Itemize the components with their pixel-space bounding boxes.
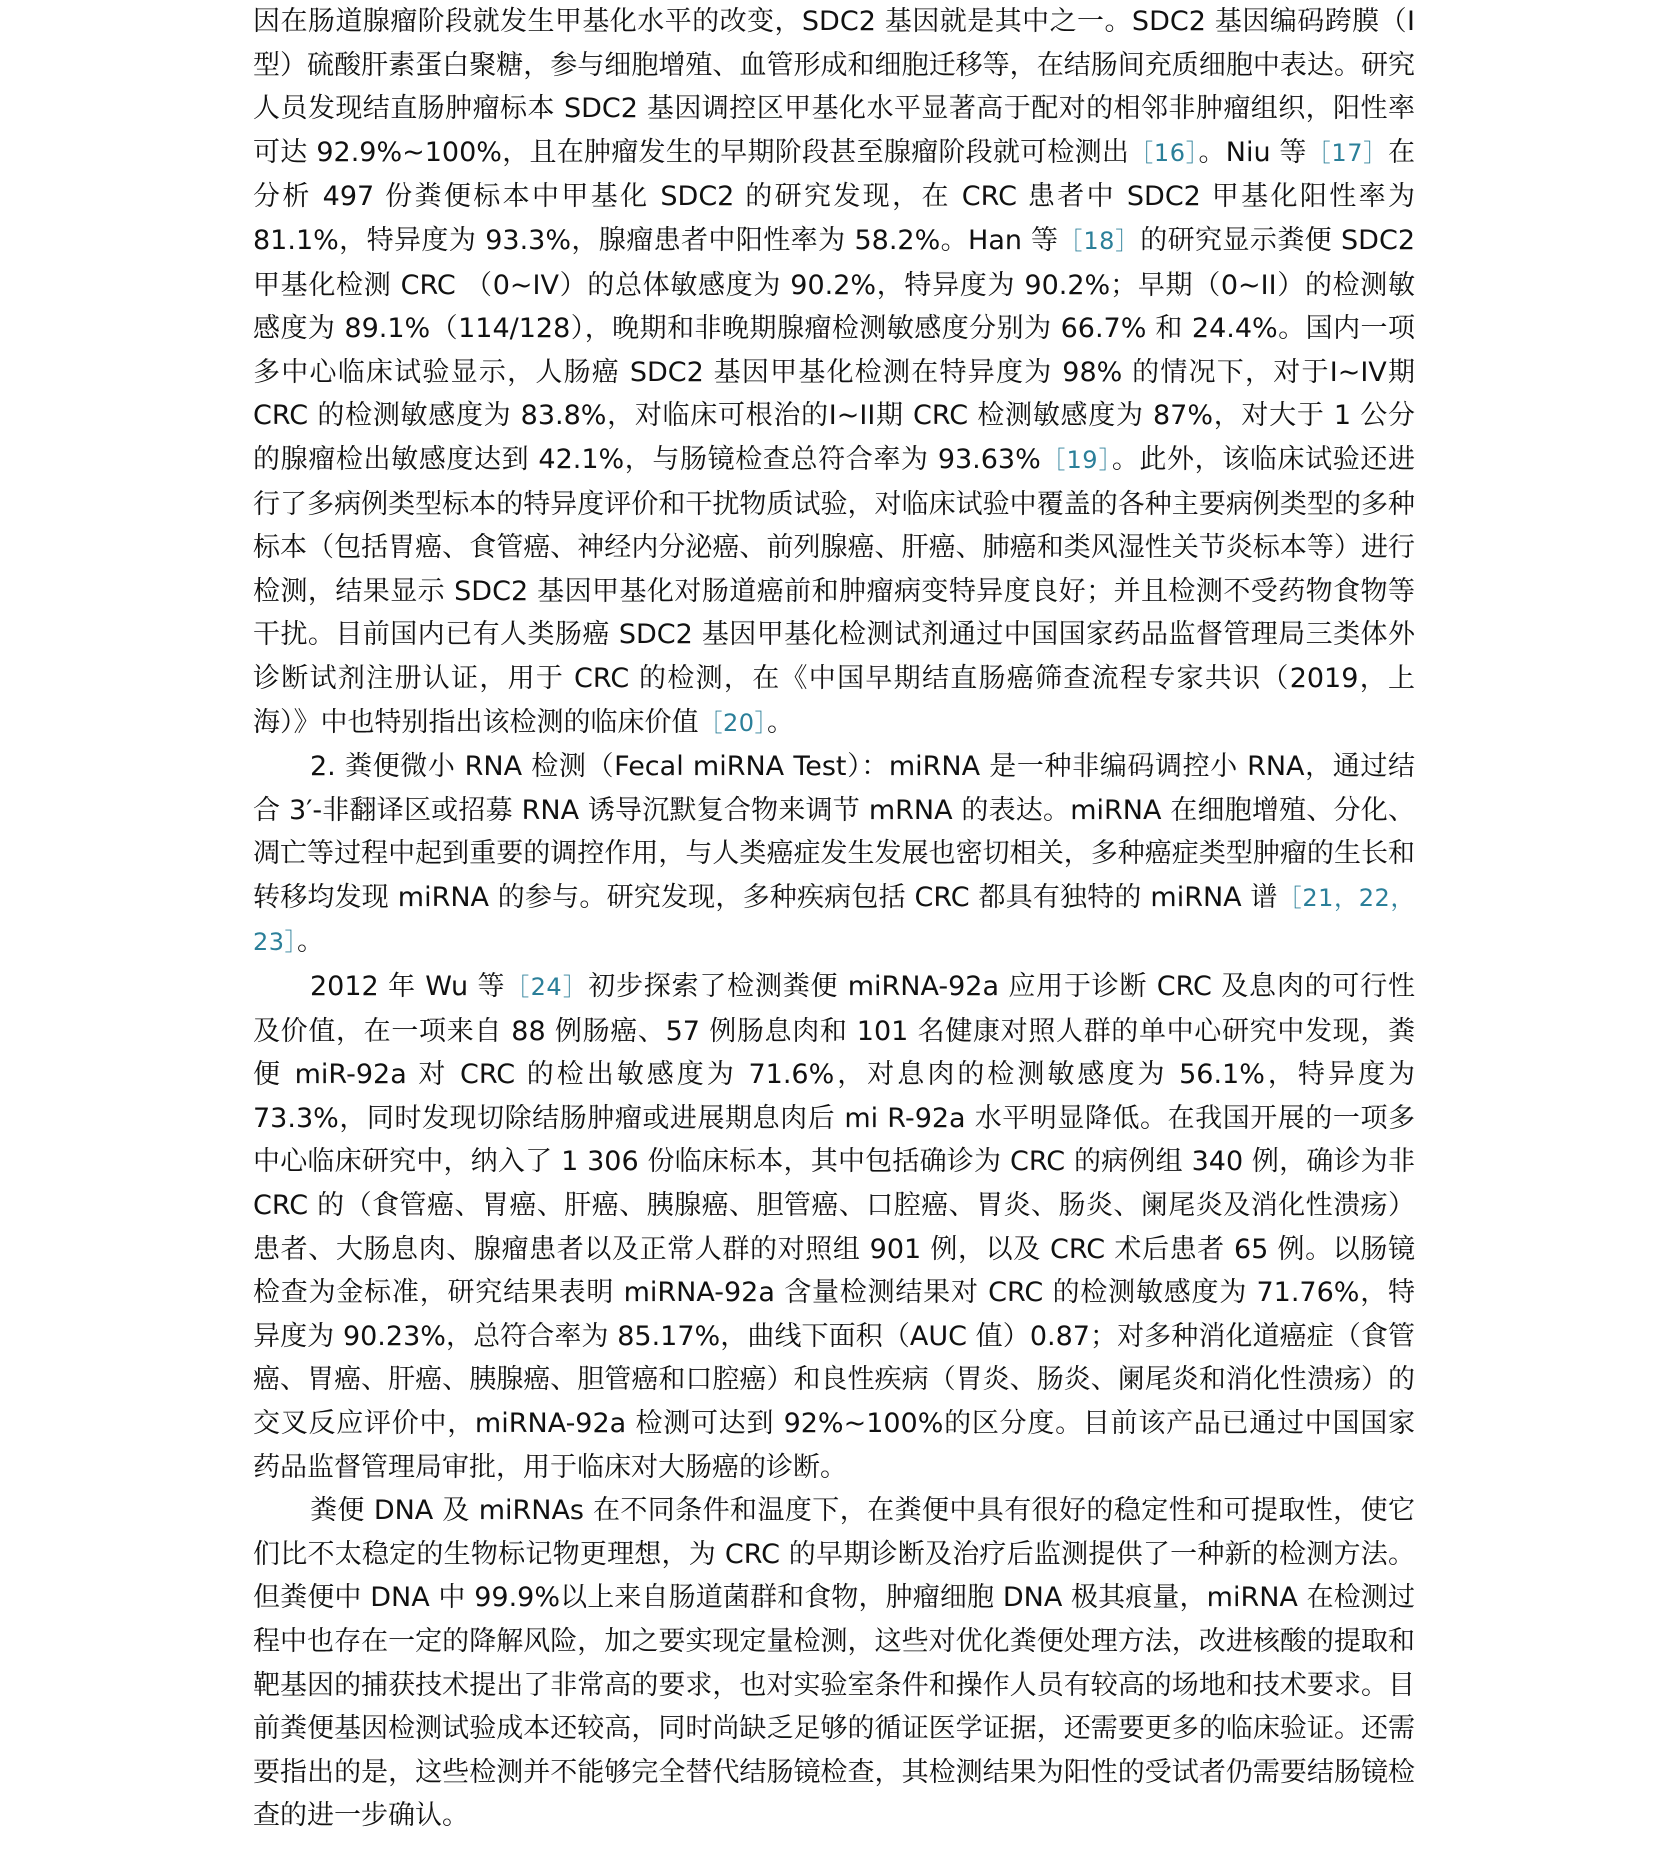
paragraph-text: 的研究显示粪便 SDC2 甲基化检测 CRC （0~IV）的总体敏感度为 90.2%，特异度为 90.2%；早期（0~II）的检测敏感度为 89.1%（114/128），晚期和非晚期腺瘤检测敏感度分别为 66.7% 和 24.4%。国内一项多中心临床试验显示，人肠癌 SDC2 基因甲基化检测在特异度为 98% 的情况下，对于I~IV期 CRC 的检测敏感度为 83.8%，对临床可根治的I~II期 CRC 检测敏感度为 87%，对大于 1 公分的腺瘤检出敏感度达到 42.1%，与肠镜检查总符合率为 93.63%: [253, 224, 1415, 475]
paragraph: [253, 745, 1415, 965]
citation-link[interactable]: ［18］: [1058, 226, 1141, 255]
paragraph-text: 。: [297, 926, 325, 958]
citation-link[interactable]: ［24］: [505, 973, 589, 1002]
citation-link[interactable]: ［21，22，23］: [253, 883, 1415, 957]
paragraph-text: 。Niu 等: [1198, 136, 1307, 168]
citation-link[interactable]: ［19］: [1040, 445, 1112, 474]
paragraph-text: 2012 年 Wu 等: [310, 971, 506, 1003]
document-page: [253, 0, 1415, 1838]
paragraph: [253, 1489, 1415, 1838]
paragraph-text: 粪便 DNA 及 miRNAs 在不同条件和温度下，在粪便中具有很好的稳定性和可提取性，使它们比不太稳定的生物标记物更理想，为 CRC 的早期诊断及治疗后监测提供了一种新的检测方法。但粪便中 DNA 中 99.9%以上来自肠道菌群和食物，肿瘤细胞 DNA 极其痕量，miRNA 在检测过程中也存在一定的降解风险，加之要实现定量检测，这些对优化粪便处理方法，改进核酸的提取和靶基因的捕获技术提出了非常高的要求，也对实验室条件和操作人员有较高的场地和技术要求。目前粪便基因检测试验成本还较高，同时尚缺乏足够的循证医学证据，还需要更多的临床验证。还需要指出的是，这些检测并不能够完全替代结肠镜检查，其检测结果为阳性的受试者仍需要结肠镜检查的进一步确认。: [253, 1495, 1415, 1832]
paragraph: [253, 0, 1415, 745]
citation-link[interactable]: ［17］: [1306, 138, 1388, 167]
citation-link[interactable]: ［16］: [1129, 138, 1199, 167]
paragraph-text: 在分析 497 份粪便标本中甲基化 SDC2 的研究发现，在 CRC 患者中 SDC2 甲基化阳性率为 81.1%，特异度为 93.3%，腺瘤患者中阳性率为 58.2%。Han 等: [253, 136, 1415, 256]
paragraph: [253, 965, 1415, 1489]
paragraph-text: 初步探索了检测粪便 miRNA-92a 应用于诊断 CRC 及息肉的可行性及价值，在一项来自 88 例肠癌、57 例肠息肉和 101 名健康对照人群的单中心研究中发现，粪便 miR-92a 对 CRC 的检出敏感度为 71.6%，对息肉的检测敏感度为 56.1%，特异度为 73.3%，同时发现切除结肠肿瘤或进展期息肉后 mi R-92a 水平明显降低。在我国开展的一项多中心临床研究中，纳入了 1 306 份临床标本，其中包括确诊为 CRC 的病例组 340 例，确诊为非 CRC 的（食管癌、胃癌、肝癌、胰腺癌、胆管癌、口腔癌、胃炎、肠炎、阑尾炎及消化性溃疡）患者、大肠息肉、腺瘤患者以及正常人群的对照组 901 例，以及 CRC 术后患者 65 例。以肠镜检查为金标准，研究结果表明 miRNA-92a 含量检测结果对 CRC 的检测敏感度为 71.76%，特异度为 90.23%，总符合率为 85.17%，曲线下面积（AUC 值）0.87；对多种消化道癌症（食管癌、胃癌、肝癌、胰腺癌、胆管癌和口腔癌）和良性疾病（胃炎、肠炎、阑尾炎和消化性溃疡）的交叉反应评价中，miRNA-92a 检测可达到 92%~100%的区分度。目前该产品已通过中国国家药品监督管理局审批，用于临床对大肠癌的诊断。: [253, 971, 1415, 1483]
paragraph-text: 。此外，该临床试验还进行了多病例类型标本的特异度评价和干扰物质试验，对临床试验中覆盖的各种主要病例类型的多种标本（包括胃癌、食管癌、神经内分泌癌、前列腺癌、肝癌、肺癌和类风湿性关节炎标本等）进行检测，结果显示 SDC2 基因甲基化对肠道癌前和肿瘤病变特异度良好；并且检测不受药物食物等干扰。目前国内已有人类肠癌 SDC2 基因甲基化检测试剂通过中国国家药品监督管理局三类体外诊断试剂注册认证，用于 CRC 的检测，在《中国早期结直肠癌筛查流程专家共识（2019，上海）》中也特别指出该检测的临床价值: [253, 443, 1416, 738]
paragraph-text: 。: [767, 706, 795, 738]
citation-link[interactable]: ［20］: [698, 708, 768, 737]
paragraph-text: 2. 粪便微小 RNA 检测（Fecal miRNA Test）：miRNA 是一种非编码调控小 RNA，通过结合 3′-非翻译区或招募 RNA 诱导沉默复合物来调节 mRNA 的表达。miRNA 在细胞增殖、分化、凋亡等过程中起到重要的调控作用，与人类癌症发生发展也密切相关，多种癌症类型肿瘤的生长和转移均发现 miRNA 的参与。研究发现，多种疾病包括 CRC 都具有独特的 miRNA 谱: [253, 751, 1415, 913]
paragraph-text: 因在肠道腺瘤阶段就发生甲基化水平的改变，SDC2 基因就是其中之一。SDC2 基因编码跨膜（I型）硫酸肝素蛋白聚糖，参与细胞增殖、血管形成和细胞迁移等，在结肠间充质细胞中表达。研究人员发现结直肠肿瘤标本 SDC2 基因调控区甲基化水平显著高于配对的相邻非肿瘤组织，阳性率可达 92.9%~100%，且在肿瘤发生的早期阶段甚至腺瘤阶段就可检测出: [253, 6, 1415, 168]
